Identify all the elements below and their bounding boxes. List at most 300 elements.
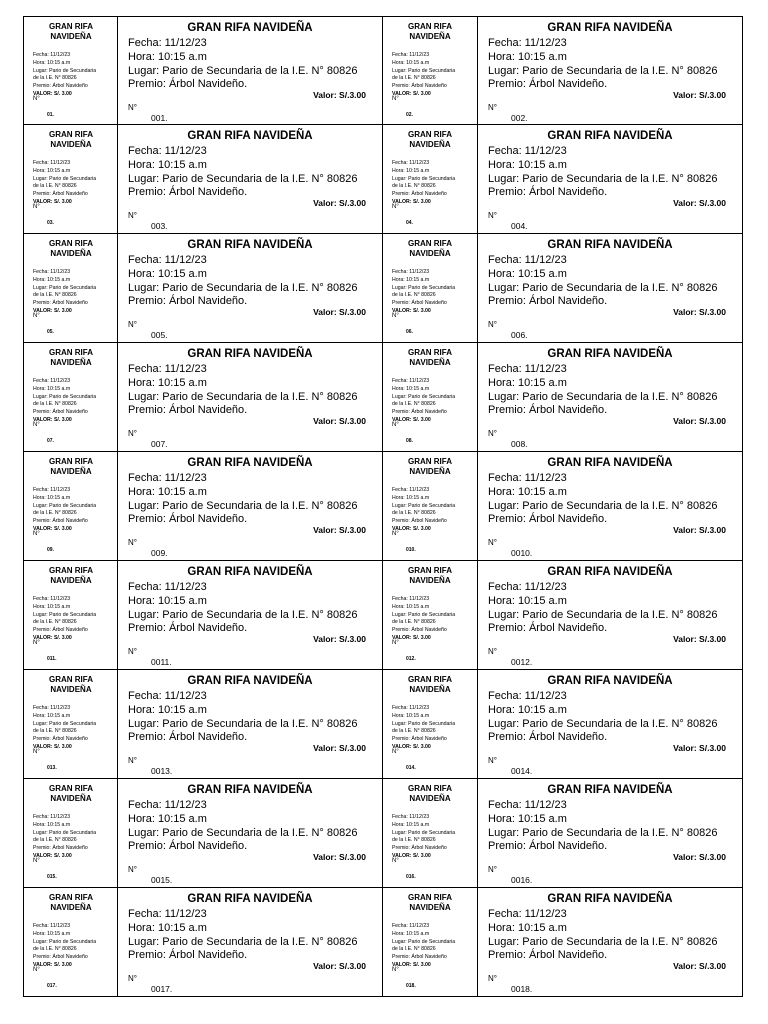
ticket-lugar: Lugar: Pario de Secundaria de la I.E. N° 80826 <box>488 391 718 403</box>
stub-details <box>392 269 476 316</box>
ticket-number-label: N° <box>128 974 137 983</box>
ticket-premio: Premio: Árbol Navideño. <box>128 622 248 634</box>
ticket-premio: Premio: Árbol Navideño. <box>488 622 608 634</box>
stub-lugar-line-2: de la I.E. N° 80826 <box>33 728 77 735</box>
stub-premio: Premio: Árbol Navideño <box>392 300 447 307</box>
ticket-premio: Premio: Árbol Navideño. <box>128 513 248 525</box>
ticket-title: GRAN RIFA NAVIDEÑA <box>187 457 313 469</box>
ticket-title: GRAN RIFA NAVIDEÑA <box>547 22 673 34</box>
ticket-hora: Hora: 10:15 a.m <box>128 486 207 498</box>
stub-lugar-line-2: de la I.E. N° 80826 <box>33 183 77 190</box>
stub-fecha: Fecha: 11/12/23 <box>33 378 71 384</box>
stub-valor: VALOR: S/. 3.00 <box>33 307 72 314</box>
stub-number: 03. <box>47 220 54 226</box>
ticket-valor: Valor: S/.3.00 <box>313 634 366 644</box>
ticket-hora: Hora: 10:15 a.m <box>128 159 207 171</box>
ticket-valor: Valor: S/.3.00 <box>313 307 366 317</box>
stub-hora: Hora: 10:15 a.m <box>33 712 71 719</box>
stub-lugar-line-2: de la I.E. N° 80826 <box>392 75 436 82</box>
raffle-ticket <box>383 670 743 779</box>
ticket-main <box>117 670 383 779</box>
ticket-lugar: Lugar: Pario de Secundaria de la I.E. N° 80826 <box>128 391 358 403</box>
ticket-number: 0015. <box>151 875 173 885</box>
ticket-number: 009. <box>151 548 168 558</box>
ticket-lugar: Lugar: Pario de Secundaria de la I.E. N° 80826 <box>128 718 358 730</box>
stub-lugar-line-2: de la I.E. N° 80826 <box>392 183 436 190</box>
ticket-fecha: Fecha: 11/12/23 <box>488 37 567 49</box>
ticket-title: GRAN RIFA NAVIDEÑA <box>547 566 673 578</box>
stub-details <box>392 487 476 534</box>
stub-valor: VALOR: S/. 3.00 <box>33 852 72 859</box>
stub-hora: Hora: 10:15 a.m <box>33 821 71 828</box>
stub-hora: Hora: 10:15 a.m <box>33 167 71 174</box>
ticket-stub <box>383 779 477 888</box>
ticket-number-label: N° <box>128 429 137 438</box>
stub-hora: Hora: 10:15 a.m <box>33 385 71 392</box>
ticket-valor: Valor: S/.3.00 <box>673 634 726 644</box>
ticket-number: 0016. <box>511 875 533 885</box>
stub-valor: VALOR: S/. 3.00 <box>392 852 431 859</box>
ticket-fecha: Fecha: 11/12/23 <box>128 581 207 593</box>
ticket-number-label: N° <box>488 865 497 874</box>
ticket-stub <box>23 343 117 452</box>
stub-title: GRAN RIFA NAVIDEÑA <box>408 566 452 585</box>
stub-fecha: Fecha: 11/12/23 <box>33 596 71 602</box>
ticket-number: 0012. <box>511 657 533 667</box>
stub-number-label: N° <box>392 640 399 646</box>
stub-title: GRAN RIFA NAVIDEÑA <box>49 566 93 585</box>
ticket-main <box>117 888 383 997</box>
ticket-valor: Valor: S/.3.00 <box>313 198 366 208</box>
stub-lugar-line-1: Lugar: Pario de Secundaria <box>392 67 456 74</box>
stub-title: GRAN RIFA NAVIDEÑA <box>408 239 452 258</box>
stub-fecha: Fecha: 11/12/23 <box>392 378 430 384</box>
ticket-stub <box>383 125 477 234</box>
raffle-ticket <box>383 779 743 888</box>
ticket-row <box>23 16 743 125</box>
ticket-number: 003. <box>151 221 168 231</box>
ticket-title: GRAN RIFA NAVIDEÑA <box>187 130 313 142</box>
raffle-ticket-sheet <box>23 16 743 998</box>
ticket-stub <box>23 779 117 888</box>
stub-fecha: Fecha: 11/12/23 <box>392 705 430 711</box>
ticket-fecha: Fecha: 11/12/23 <box>128 145 207 157</box>
stub-number-label: N° <box>33 422 40 428</box>
stub-details <box>392 596 476 643</box>
ticket-main <box>117 16 383 125</box>
ticket-fecha: Fecha: 11/12/23 <box>488 145 567 157</box>
stub-valor: VALOR: S/. 3.00 <box>392 198 431 205</box>
stub-premio: Premio: Árbol Navideño <box>392 954 447 961</box>
ticket-premio: Premio: Árbol Navideño. <box>488 78 608 90</box>
stub-lugar-line-1: Lugar: Pario de Secundaria <box>392 611 456 618</box>
stub-premio: Premio: Árbol Navideño <box>392 627 447 634</box>
raffle-ticket <box>383 888 743 997</box>
ticket-stub <box>383 452 477 561</box>
raffle-ticket <box>383 234 743 343</box>
stub-fecha: Fecha: 11/12/23 <box>392 923 430 929</box>
ticket-stub <box>383 234 477 343</box>
stub-title: GRAN RIFA NAVIDEÑA <box>408 130 452 149</box>
ticket-stub <box>23 670 117 779</box>
stub-lugar-line-1: Lugar: Pario de Secundaria <box>33 67 97 74</box>
stub-lugar-line-2: de la I.E. N° 80826 <box>33 837 77 844</box>
ticket-number: 0011. <box>151 657 172 667</box>
stub-premio: Premio: Árbol Navideño <box>392 845 447 852</box>
stub-details <box>392 923 476 970</box>
stub-details <box>392 705 476 752</box>
stub-lugar-line-1: Lugar: Pario de Secundaria <box>33 829 97 836</box>
stub-lugar-line-1: Lugar: Pario de Secundaria <box>33 393 97 400</box>
stub-lugar-line-1: Lugar: Pario de Secundaria <box>33 502 97 509</box>
ticket-title: GRAN RIFA NAVIDEÑA <box>547 675 673 687</box>
ticket-number-label: N° <box>488 974 497 983</box>
stub-valor: VALOR: S/. 3.00 <box>33 743 72 750</box>
stub-number-label: N° <box>392 313 399 319</box>
stub-premio: Premio: Árbol Navideño <box>33 191 88 198</box>
ticket-number: 0014. <box>511 766 533 776</box>
ticket-main <box>117 452 383 561</box>
stub-lugar-line-1: Lugar: Pario de Secundaria <box>392 829 456 836</box>
ticket-fecha: Fecha: 11/12/23 <box>488 581 567 593</box>
ticket-lugar: Lugar: Pario de Secundaria de la I.E. N° 80826 <box>488 936 718 948</box>
stub-lugar-line-1: Lugar: Pario de Secundaria <box>33 611 97 618</box>
ticket-number: 0013. <box>151 766 173 776</box>
stub-details <box>33 52 117 99</box>
ticket-premio: Premio: Árbol Navideño. <box>488 186 608 198</box>
ticket-hora: Hora: 10:15 a.m <box>488 268 567 280</box>
ticket-lugar: Lugar: Pario de Secundaria de la I.E. N° 80826 <box>488 827 718 839</box>
ticket-main <box>117 125 383 234</box>
ticket-valor: Valor: S/.3.00 <box>673 198 726 208</box>
stub-lugar-line-2: de la I.E. N° 80826 <box>392 946 436 953</box>
raffle-ticket <box>383 16 743 125</box>
ticket-valor: Valor: S/.3.00 <box>673 307 726 317</box>
stub-title: GRAN RIFA NAVIDEÑA <box>49 675 93 694</box>
stub-hora: Hora: 10:15 a.m <box>33 59 71 66</box>
ticket-hora: Hora: 10:15 a.m <box>488 51 567 63</box>
ticket-hora: Hora: 10:15 a.m <box>128 704 207 716</box>
ticket-lugar: Lugar: Pario de Secundaria de la I.E. N° 80826 <box>488 609 718 621</box>
stub-lugar-line-1: Lugar: Pario de Secundaria <box>392 502 456 509</box>
stub-number-label: N° <box>33 96 40 102</box>
ticket-premio: Premio: Árbol Navideño. <box>128 731 248 743</box>
stub-title: GRAN RIFA NAVIDEÑA <box>49 130 93 149</box>
stub-fecha: Fecha: 11/12/23 <box>33 269 71 275</box>
ticket-number-label: N° <box>128 865 137 874</box>
ticket-valor: Valor: S/.3.00 <box>673 90 726 100</box>
ticket-number-label: N° <box>488 756 497 765</box>
ticket-main <box>477 670 743 779</box>
stub-lugar-line-2: de la I.E. N° 80826 <box>33 619 77 626</box>
stub-details <box>33 487 117 534</box>
stub-number: 04. <box>406 220 413 226</box>
ticket-title: GRAN RIFA NAVIDEÑA <box>187 675 313 687</box>
ticket-main <box>477 888 743 997</box>
ticket-lugar: Lugar: Pario de Secundaria de la I.E. N° 80826 <box>488 173 718 185</box>
stub-number-label: N° <box>33 858 40 864</box>
ticket-row <box>23 125 743 234</box>
ticket-number-label: N° <box>488 103 497 112</box>
stub-lugar-line-1: Lugar: Pario de Secundaria <box>392 175 456 182</box>
ticket-premio: Premio: Árbol Navideño. <box>488 949 608 961</box>
ticket-number-label: N° <box>488 211 497 220</box>
ticket-premio: Premio: Árbol Navideño. <box>488 731 608 743</box>
stub-premio: Premio: Árbol Navideño <box>392 736 447 743</box>
ticket-stub <box>23 452 117 561</box>
stub-number: 010. <box>406 547 416 553</box>
ticket-main <box>477 343 743 452</box>
stub-number: 018. <box>406 983 416 989</box>
stub-premio: Premio: Árbol Navideño <box>392 83 447 90</box>
ticket-lugar: Lugar: Pario de Secundaria de la I.E. N° 80826 <box>488 718 718 730</box>
stub-number-label: N° <box>392 967 399 973</box>
stub-premio: Premio: Árbol Navideño <box>33 518 88 525</box>
ticket-premio: Premio: Árbol Navideño. <box>128 404 248 416</box>
ticket-lugar: Lugar: Pario de Secundaria de la I.E. N° 80826 <box>488 65 718 77</box>
stub-number: 01. <box>47 112 54 118</box>
stub-premio: Premio: Árbol Navideño <box>33 300 88 307</box>
stub-premio: Premio: Árbol Navideño <box>33 83 88 90</box>
ticket-fecha: Fecha: 11/12/23 <box>128 690 207 702</box>
stub-details <box>33 160 117 207</box>
ticket-title: GRAN RIFA NAVIDEÑA <box>187 239 313 251</box>
raffle-ticket <box>23 125 383 234</box>
raffle-ticket <box>23 888 383 997</box>
stub-details <box>33 705 117 752</box>
ticket-title: GRAN RIFA NAVIDEÑA <box>547 239 673 251</box>
stub-lugar-line-2: de la I.E. N° 80826 <box>33 292 77 299</box>
ticket-valor: Valor: S/.3.00 <box>313 525 366 535</box>
stub-valor: VALOR: S/. 3.00 <box>33 961 72 968</box>
stub-title: GRAN RIFA NAVIDEÑA <box>49 893 93 912</box>
stub-number: 011. <box>47 656 57 662</box>
ticket-lugar: Lugar: Pario de Secundaria de la I.E. N° 80826 <box>488 500 718 512</box>
stub-number: 012. <box>406 656 416 662</box>
ticket-fecha: Fecha: 11/12/23 <box>488 908 567 920</box>
ticket-valor: Valor: S/.3.00 <box>673 416 726 426</box>
stub-premio: Premio: Árbol Navideño <box>33 954 88 961</box>
ticket-title: GRAN RIFA NAVIDEÑA <box>547 457 673 469</box>
stub-number: 06. <box>406 329 413 335</box>
ticket-hora: Hora: 10:15 a.m <box>488 922 567 934</box>
ticket-fecha: Fecha: 11/12/23 <box>128 254 207 266</box>
stub-hora: Hora: 10:15 a.m <box>392 494 430 501</box>
raffle-ticket <box>383 452 743 561</box>
ticket-title: GRAN RIFA NAVIDEÑA <box>187 348 313 360</box>
ticket-number-label: N° <box>488 647 497 656</box>
raffle-ticket <box>23 234 383 343</box>
stub-details <box>392 52 476 99</box>
stub-number-label: N° <box>392 858 399 864</box>
stub-hora: Hora: 10:15 a.m <box>392 930 430 937</box>
stub-title: GRAN RIFA NAVIDEÑA <box>408 675 452 694</box>
ticket-lugar: Lugar: Pario de Secundaria de la I.E. N° 80826 <box>128 65 358 77</box>
ticket-premio: Premio: Árbol Navideño. <box>488 513 608 525</box>
ticket-stub <box>23 888 117 997</box>
ticket-fecha: Fecha: 11/12/23 <box>488 254 567 266</box>
ticket-number: 0010. <box>511 548 533 558</box>
ticket-hora: Hora: 10:15 a.m <box>488 377 567 389</box>
stub-valor: VALOR: S/. 3.00 <box>392 634 431 641</box>
raffle-ticket <box>23 779 383 888</box>
stub-lugar-line-2: de la I.E. N° 80826 <box>33 401 77 408</box>
ticket-number: 005. <box>151 330 168 340</box>
ticket-lugar: Lugar: Pario de Secundaria de la I.E. N° 80826 <box>128 173 358 185</box>
ticket-valor: Valor: S/.3.00 <box>313 852 366 862</box>
stub-details <box>392 378 476 425</box>
ticket-number: 006. <box>511 330 528 340</box>
stub-premio: Premio: Árbol Navideño <box>392 409 447 416</box>
ticket-hora: Hora: 10:15 a.m <box>488 159 567 171</box>
stub-title: GRAN RIFA NAVIDEÑA <box>49 457 93 476</box>
stub-number-label: N° <box>33 749 40 755</box>
ticket-title: GRAN RIFA NAVIDEÑA <box>187 784 313 796</box>
ticket-fecha: Fecha: 11/12/23 <box>128 37 207 49</box>
ticket-title: GRAN RIFA NAVIDEÑA <box>187 22 313 34</box>
stub-number: 013. <box>47 765 57 771</box>
ticket-number-label: N° <box>128 211 137 220</box>
ticket-valor: Valor: S/.3.00 <box>673 852 726 862</box>
ticket-valor: Valor: S/.3.00 <box>313 743 366 753</box>
ticket-main <box>117 561 383 670</box>
ticket-title: GRAN RIFA NAVIDEÑA <box>547 130 673 142</box>
stub-number-label: N° <box>33 640 40 646</box>
stub-number: 014. <box>406 765 416 771</box>
ticket-lugar: Lugar: Pario de Secundaria de la I.E. N° 80826 <box>488 282 718 294</box>
stub-valor: VALOR: S/. 3.00 <box>392 90 431 97</box>
ticket-number-label: N° <box>488 320 497 329</box>
ticket-title: GRAN RIFA NAVIDEÑA <box>547 348 673 360</box>
ticket-fecha: Fecha: 11/12/23 <box>128 363 207 375</box>
ticket-number-label: N° <box>128 103 137 112</box>
stub-details <box>33 596 117 643</box>
ticket-number-label: N° <box>128 320 137 329</box>
stub-hora: Hora: 10:15 a.m <box>392 59 430 66</box>
stub-fecha: Fecha: 11/12/23 <box>392 814 430 820</box>
stub-hora: Hora: 10:15 a.m <box>392 385 430 392</box>
ticket-title: GRAN RIFA NAVIDEÑA <box>187 566 313 578</box>
stub-details <box>33 923 117 970</box>
ticket-fecha: Fecha: 11/12/23 <box>128 472 207 484</box>
raffle-ticket <box>23 452 383 561</box>
stub-lugar-line-2: de la I.E. N° 80826 <box>33 510 77 517</box>
stub-details <box>33 378 117 425</box>
stub-hora: Hora: 10:15 a.m <box>392 603 430 610</box>
stub-number: 09. <box>47 547 54 553</box>
raffle-ticket <box>23 16 383 125</box>
ticket-stub <box>383 561 477 670</box>
raffle-ticket <box>23 561 383 670</box>
stub-number: 02. <box>406 112 413 118</box>
stub-fecha: Fecha: 11/12/23 <box>392 52 430 58</box>
stub-details <box>33 269 117 316</box>
stub-number-label: N° <box>392 422 399 428</box>
ticket-row <box>23 234 743 343</box>
stub-lugar-line-1: Lugar: Pario de Secundaria <box>33 284 97 291</box>
ticket-lugar: Lugar: Pario de Secundaria de la I.E. N° 80826 <box>128 609 358 621</box>
stub-fecha: Fecha: 11/12/23 <box>33 487 71 493</box>
stub-valor: VALOR: S/. 3.00 <box>392 307 431 314</box>
ticket-premio: Premio: Árbol Navideño. <box>128 840 248 852</box>
ticket-number: 008. <box>511 439 528 449</box>
stub-hora: Hora: 10:15 a.m <box>33 494 71 501</box>
ticket-fecha: Fecha: 11/12/23 <box>128 908 207 920</box>
ticket-fecha: Fecha: 11/12/23 <box>488 472 567 484</box>
ticket-title: GRAN RIFA NAVIDEÑA <box>547 893 673 905</box>
stub-title: GRAN RIFA NAVIDEÑA <box>408 457 452 476</box>
ticket-hora: Hora: 10:15 a.m <box>488 595 567 607</box>
stub-lugar-line-2: de la I.E. N° 80826 <box>33 946 77 953</box>
ticket-number: 0017. <box>151 984 173 994</box>
stub-lugar-line-2: de la I.E. N° 80826 <box>392 292 436 299</box>
ticket-valor: Valor: S/.3.00 <box>673 961 726 971</box>
ticket-main <box>477 561 743 670</box>
stub-lugar-line-1: Lugar: Pario de Secundaria <box>33 938 97 945</box>
stub-valor: VALOR: S/. 3.00 <box>392 743 431 750</box>
ticket-stub <box>23 125 117 234</box>
stub-number-label: N° <box>392 96 399 102</box>
ticket-title: GRAN RIFA NAVIDEÑA <box>187 893 313 905</box>
ticket-premio: Premio: Árbol Navideño. <box>128 186 248 198</box>
ticket-premio: Premio: Árbol Navideño. <box>488 840 608 852</box>
stub-title: GRAN RIFA NAVIDEÑA <box>408 893 452 912</box>
ticket-stub <box>23 16 117 125</box>
ticket-valor: Valor: S/.3.00 <box>673 525 726 535</box>
ticket-premio: Premio: Árbol Navideño. <box>128 949 248 961</box>
stub-fecha: Fecha: 11/12/23 <box>33 52 71 58</box>
stub-number: 015. <box>47 874 57 880</box>
stub-title: GRAN RIFA NAVIDEÑA <box>49 784 93 803</box>
stub-premio: Premio: Árbol Navideño <box>392 518 447 525</box>
ticket-title: GRAN RIFA NAVIDEÑA <box>547 784 673 796</box>
stub-valor: VALOR: S/. 3.00 <box>33 634 72 641</box>
stub-title: GRAN RIFA NAVIDEÑA <box>49 348 93 367</box>
stub-title: GRAN RIFA NAVIDEÑA <box>49 239 93 258</box>
raffle-ticket <box>23 343 383 452</box>
stub-premio: Premio: Árbol Navideño <box>33 736 88 743</box>
stub-lugar-line-2: de la I.E. N° 80826 <box>392 728 436 735</box>
ticket-hora: Hora: 10:15 a.m <box>128 813 207 825</box>
stub-lugar-line-2: de la I.E. N° 80826 <box>392 837 436 844</box>
ticket-main <box>117 234 383 343</box>
ticket-premio: Premio: Árbol Navideño. <box>128 295 248 307</box>
stub-lugar-line-1: Lugar: Pario de Secundaria <box>392 938 456 945</box>
stub-valor: VALOR: S/. 3.00 <box>33 90 72 97</box>
stub-valor: VALOR: S/. 3.00 <box>33 198 72 205</box>
stub-lugar-line-2: de la I.E. N° 80826 <box>33 75 77 82</box>
ticket-stub <box>23 234 117 343</box>
ticket-stub <box>383 343 477 452</box>
ticket-hora: Hora: 10:15 a.m <box>128 922 207 934</box>
ticket-main <box>117 343 383 452</box>
stub-hora: Hora: 10:15 a.m <box>392 167 430 174</box>
stub-number: 08. <box>406 438 413 444</box>
stub-number: 016. <box>406 874 416 880</box>
stub-fecha: Fecha: 11/12/23 <box>392 487 430 493</box>
stub-lugar-line-2: de la I.E. N° 80826 <box>392 619 436 626</box>
stub-lugar-line-2: de la I.E. N° 80826 <box>392 510 436 517</box>
stub-number-label: N° <box>33 967 40 973</box>
ticket-valor: Valor: S/.3.00 <box>313 90 366 100</box>
ticket-main <box>477 779 743 888</box>
ticket-stub <box>23 561 117 670</box>
ticket-main <box>477 452 743 561</box>
ticket-hora: Hora: 10:15 a.m <box>128 51 207 63</box>
stub-title: GRAN RIFA NAVIDEÑA <box>408 348 452 367</box>
ticket-premio: Premio: Árbol Navideño. <box>128 78 248 90</box>
stub-fecha: Fecha: 11/12/23 <box>33 923 71 929</box>
